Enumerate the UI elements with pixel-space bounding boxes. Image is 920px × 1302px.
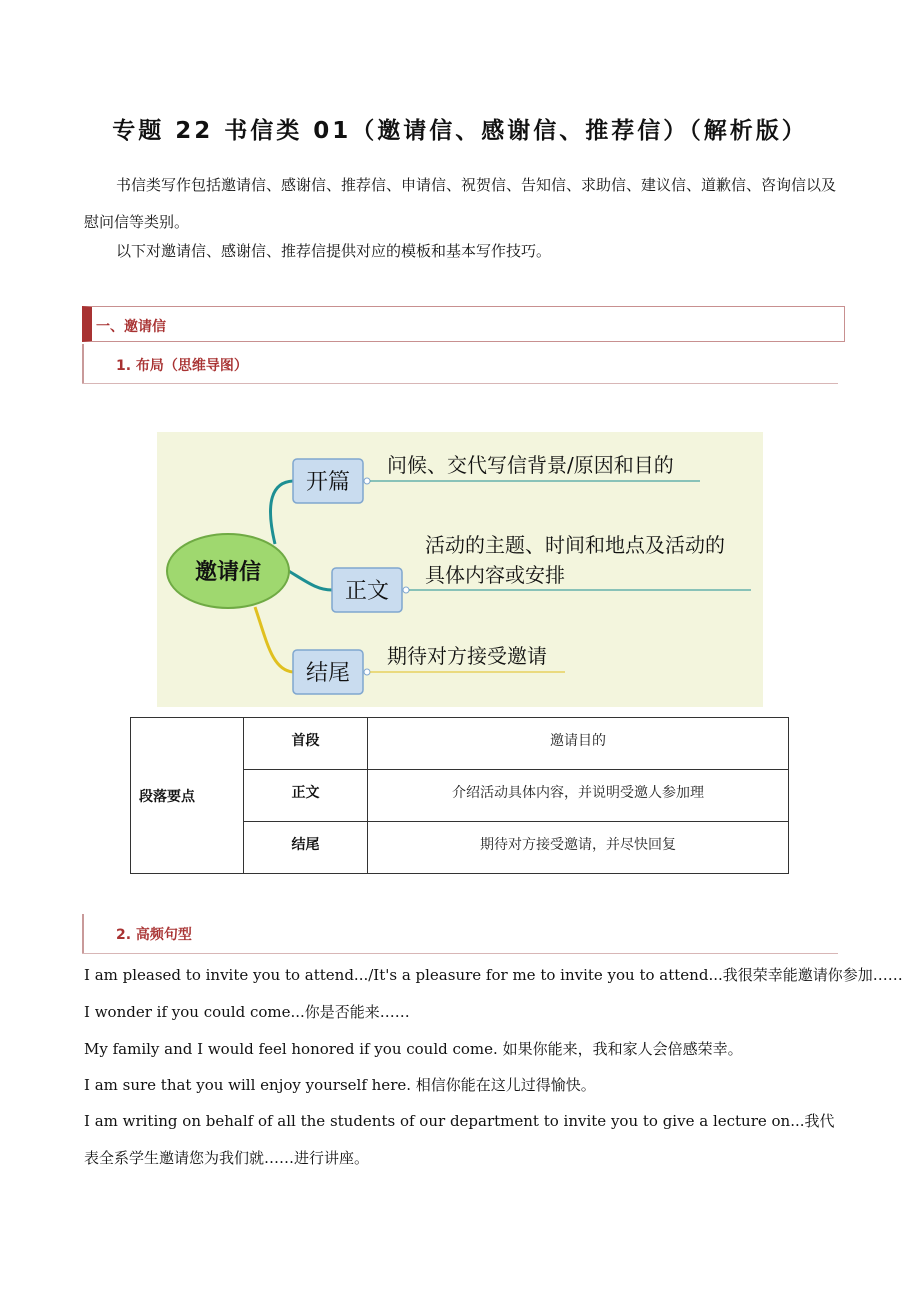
subsection-title-layout: 1. 布局（思维导图） <box>116 358 248 374</box>
branch-desc-closing: 期待对方接受邀请 <box>387 644 547 668</box>
sentence-item: I am writing on behalf of all the students of our department to invite you to give a lecture on...我代表全系学生邀请您为我们就……进行讲座。 <box>84 1112 835 1167</box>
branch-label-opening: 开篇 <box>305 470 351 495</box>
table-cell-content: 介绍活动具体内容，并说明受邀人参加理 <box>368 770 789 822</box>
intro-paragraph: 书信类写作包括邀请信、感谢信、推荐信、申请信、祝贺信、告知信、求助信、建议信、道歉信、咨询信以及慰问信等类别。 <box>84 176 837 231</box>
section-title: 一、邀请信 <box>96 319 166 335</box>
branch-dot-closing <box>364 669 370 675</box>
section-header-box <box>82 306 845 342</box>
subsection-underline <box>82 953 838 954</box>
table-cell-content: 期待对方接受邀请，并尽快回复 <box>368 822 789 874</box>
subsection-title-sentences: 2. 高频句型 <box>116 927 192 943</box>
subsection-underline <box>82 383 838 384</box>
branch-desc-body-line2: 具体内容或安排 <box>425 563 565 587</box>
subsection-bar <box>82 914 84 954</box>
sentence-item: I am pleased to invite you to attend.../It's a pleasure for me to invite you to attend...我很荣幸能邀请你参加…… <box>84 966 903 984</box>
table-cell-part: 正文 <box>244 770 368 822</box>
mind-map-center-label: 邀请信 <box>194 560 262 585</box>
branch-desc-opening: 问候、交代写信背景/原因和目的 <box>387 453 674 477</box>
branch-dot-body <box>403 587 409 593</box>
branch-label-closing: 结尾 <box>305 661 351 686</box>
branch-label-body: 正文 <box>344 579 390 604</box>
branch-desc-body-line1: 活动的主题、时间和地点及活动的 <box>425 533 725 557</box>
sentence-item: I am sure that you will enjoy yourself here. 相信你能在这儿过得愉快。 <box>84 1076 596 1094</box>
paragraph-points-table <box>130 717 789 874</box>
sentence-item: My family and I would feel honored if you could come. 如果你能来，我和家人会倍感荣幸。 <box>84 1040 743 1058</box>
table-row <box>131 718 789 770</box>
intro-paragraph-2: 以下对邀请信、感谢信、推荐信提供对应的模板和基本写作技巧。 <box>116 242 552 260</box>
table-cell-part: 首段 <box>244 718 368 770</box>
table-cell-part: 结尾 <box>244 822 368 874</box>
branch-dot-opening <box>364 478 370 484</box>
subsection-bar <box>82 344 84 384</box>
table-cell-content: 邀请目的 <box>368 718 789 770</box>
page-title: 专题 22 书信类 01（邀请信、感谢信、推荐信）（解析版） <box>112 118 808 144</box>
table-row-label: 段落要点 <box>131 718 244 874</box>
mind-map <box>157 432 763 707</box>
sentence-item: I wonder if you could come...你是否能来…… <box>84 1003 410 1021</box>
